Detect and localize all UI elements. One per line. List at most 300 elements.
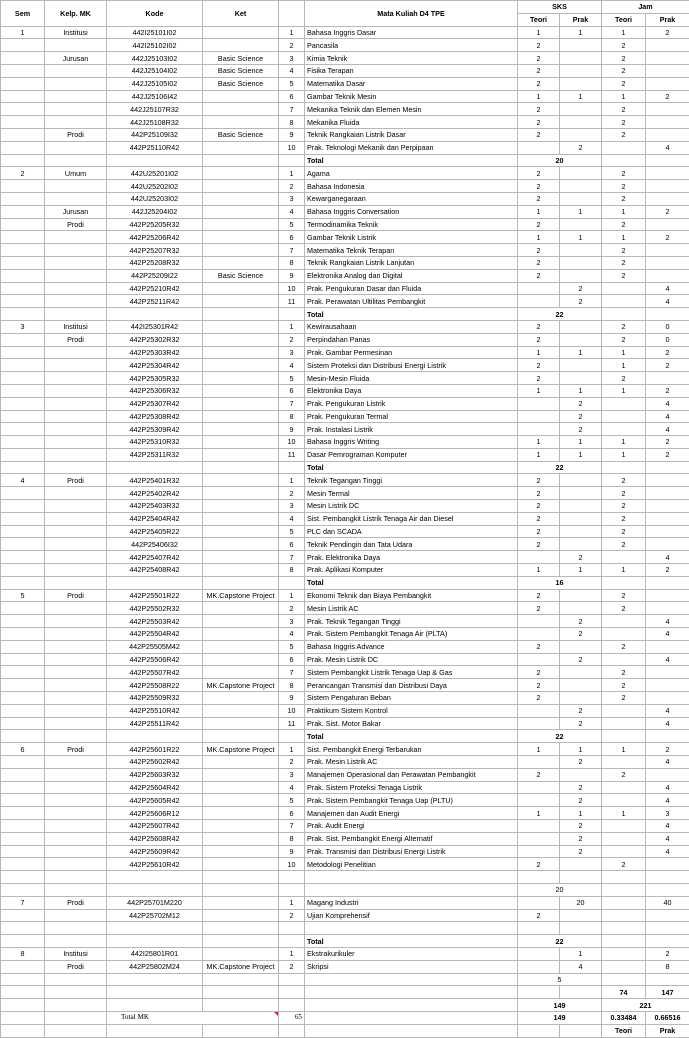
kelp-cell [45, 794, 107, 807]
sks-teori-cell: 2 [518, 692, 560, 705]
sks-teori-cell [518, 947, 560, 960]
empty-cell [203, 986, 279, 999]
sem-cell [1, 295, 45, 308]
kode-cell: 442P25507R42 [107, 666, 203, 679]
kode-cell: 442J25104I02 [107, 64, 203, 77]
jam-prak-cell: 0 [646, 333, 689, 346]
jam-teori-cell: 2 [602, 64, 646, 77]
empty-cell [1, 1011, 45, 1024]
table-row [1, 666, 689, 679]
kode-cell: 442P25605R42 [107, 794, 203, 807]
ratio-prak-label: Prak [646, 1024, 689, 1037]
kode-cell: 442P25310R32 [107, 436, 203, 449]
kelp-cell [45, 615, 107, 628]
matkul-cell: Elektronika Daya [305, 384, 518, 397]
kelp-cell [45, 858, 107, 871]
no-cell: 3 [279, 52, 305, 65]
sks-teori-cell: 2 [518, 602, 560, 615]
ket-cell [203, 666, 279, 679]
ket-cell [203, 768, 279, 781]
empty-cell [279, 1024, 305, 1037]
sem-cell [1, 39, 45, 52]
total-label: Total [305, 308, 518, 321]
sks-teori-cell: 2 [518, 640, 560, 653]
matkul-cell: Prak. Teknologi Mekanik dan Perpipaan [305, 141, 518, 154]
kode-cell: 442J25108R32 [107, 116, 203, 129]
matkul-cell: Agama [305, 167, 518, 180]
matkul-cell: Perpindahan Panas [305, 333, 518, 346]
sks-teori-cell: 2 [518, 500, 560, 513]
table-row [1, 372, 689, 385]
sem-cell: 6 [1, 743, 45, 756]
sks-prak-cell: 1 [560, 384, 602, 397]
ratio-prak: 0.66516 [646, 1011, 689, 1024]
jam-prak-cell: 4 [646, 832, 689, 845]
jam-teori-cell: 2 [602, 500, 646, 513]
jam-prak-cell: 4 [646, 820, 689, 833]
sks-prak-cell [560, 372, 602, 385]
kelp-cell [45, 551, 107, 564]
kelp-cell [45, 282, 107, 295]
jam-prak-cell [646, 666, 689, 679]
sks-prak-cell [560, 871, 602, 884]
ket-cell [203, 640, 279, 653]
kode-cell: 442P25401R32 [107, 474, 203, 487]
jam-prak-cell: 0 [646, 320, 689, 333]
sks-prak-cell: 2 [560, 282, 602, 295]
ket-cell [203, 858, 279, 871]
kode-cell: 442P25504R42 [107, 628, 203, 641]
kelp-cell [45, 436, 107, 449]
no-cell: 4 [279, 512, 305, 525]
kelp-cell [45, 704, 107, 717]
matkul-cell: Prak. Teknik Tegangan Tinggi [305, 615, 518, 628]
kelp-cell [45, 602, 107, 615]
jam-teori-cell: 2 [602, 666, 646, 679]
empty-cell [279, 308, 305, 321]
sem-cell [1, 845, 45, 858]
sks-prak-cell: 2 [560, 628, 602, 641]
table-row [1, 845, 689, 858]
kode-cell: 442P25802M24 [107, 960, 203, 973]
jam-prak-cell: 2 [646, 564, 689, 577]
matkul-cell: Mekanika Teknik dan Elemen Mesin [305, 103, 518, 116]
no-cell: 2 [279, 39, 305, 52]
kelp-cell [45, 717, 107, 730]
sem-cell [1, 423, 45, 436]
sks-prak-cell [560, 525, 602, 538]
empty-cell [107, 1024, 203, 1037]
sem-cell [1, 615, 45, 628]
empty-cell [203, 999, 279, 1012]
ket-cell [203, 372, 279, 385]
matkul-cell: Metodologi Penelitian [305, 858, 518, 871]
table-row [1, 269, 689, 282]
ket-cell [203, 487, 279, 500]
jam-teori-cell: 2 [602, 218, 646, 231]
ket-cell [203, 896, 279, 909]
sks-teori-cell: 2 [518, 525, 560, 538]
empty-cell [45, 935, 107, 948]
ket-cell [203, 295, 279, 308]
kode-cell: 442P25607R42 [107, 820, 203, 833]
jam-teori-cell [602, 781, 646, 794]
sem-cell [1, 64, 45, 77]
sks-teori-cell: 2 [518, 52, 560, 65]
jam-prak-cell: 2 [646, 743, 689, 756]
no-cell: 10 [279, 141, 305, 154]
empty-cell [560, 986, 602, 999]
sem-cell [1, 372, 45, 385]
table-row [1, 615, 689, 628]
sks-prak-cell: 2 [560, 756, 602, 769]
ket-cell: Basic Science [203, 52, 279, 65]
matkul-cell: Praktikum Sistem Kontrol [305, 704, 518, 717]
sem-cell [1, 871, 45, 884]
empty-cell [279, 935, 305, 948]
empty-cell [602, 154, 646, 167]
jam-teori-cell: 2 [602, 372, 646, 385]
jam-prak-cell: 2 [646, 436, 689, 449]
ket-cell [203, 628, 279, 641]
sks-teori-cell: 2 [518, 333, 560, 346]
sks-prak-cell [560, 679, 602, 692]
header-kelp: Kelp. MK [45, 1, 107, 27]
empty-cell [646, 883, 689, 896]
kode-cell: 442P25601R22 [107, 743, 203, 756]
matkul-cell: Kewarganegaraan [305, 192, 518, 205]
kode-cell: 442P25308R42 [107, 410, 203, 423]
kelp-cell: Prodi [45, 218, 107, 231]
no-cell: 6 [279, 807, 305, 820]
sks-prak-cell [560, 602, 602, 615]
matkul-cell: Perancangan Transmisi dan Distribusi Daya [305, 679, 518, 692]
kelp-cell [45, 359, 107, 372]
kode-cell: 442P25505M42 [107, 640, 203, 653]
sks-teori-cell: 1 [518, 436, 560, 449]
sem-cell [1, 768, 45, 781]
empty-cell [203, 730, 279, 743]
sem-cell [1, 692, 45, 705]
matkul-cell: Manajemen Operasional dan Perawatan Pembangkit [305, 768, 518, 781]
sks-teori-cell: 1 [518, 205, 560, 218]
kode-cell: 442P25608R42 [107, 832, 203, 845]
total-mk-sks: 149 [518, 1011, 602, 1024]
no-cell: 3 [279, 768, 305, 781]
kode-cell: 442I25301R42 [107, 320, 203, 333]
ket-cell [203, 320, 279, 333]
table-row [1, 333, 689, 346]
matkul-cell: Teknik Rangkaian Listrik Lanjutan [305, 256, 518, 269]
sks-prak-cell [560, 320, 602, 333]
matkul-cell: Bahasa Inggris Conversation [305, 205, 518, 218]
sks-teori-cell [518, 653, 560, 666]
sks-prak-cell [560, 269, 602, 282]
kode-cell: 442P25511R42 [107, 717, 203, 730]
sem-cell [1, 909, 45, 922]
no-cell: 6 [279, 231, 305, 244]
jam-teori-cell: 1 [602, 359, 646, 372]
jam-prak-cell: 2 [646, 346, 689, 359]
kode-cell: 442P25509R32 [107, 692, 203, 705]
ket-cell [203, 333, 279, 346]
kelp-cell [45, 666, 107, 679]
ket-cell [203, 448, 279, 461]
empty-cell [518, 986, 560, 999]
matkul-cell: Teknik Rangkaian Listrik Dasar [305, 128, 518, 141]
jam-teori-cell [602, 832, 646, 845]
kelp-cell [45, 410, 107, 423]
kode-cell: 442P25208R32 [107, 256, 203, 269]
sks-prak-cell [560, 858, 602, 871]
sks-prak-cell [560, 218, 602, 231]
matkul-cell: Mesin Listrik DC [305, 500, 518, 513]
no-cell: 5 [279, 794, 305, 807]
table-row [1, 410, 689, 423]
sks-prak-cell: 1 [560, 346, 602, 359]
kelp-cell [45, 922, 107, 935]
kelp-cell [45, 39, 107, 52]
sks-prak-cell [560, 500, 602, 513]
sem-cell [1, 359, 45, 372]
empty-cell [203, 1024, 279, 1037]
empty-cell [518, 1024, 560, 1037]
table-row [1, 820, 689, 833]
table-row [1, 308, 689, 321]
kelp-cell [45, 820, 107, 833]
kelp-cell: Umum [45, 167, 107, 180]
matkul-cell: Matematika Teknik Terapan [305, 244, 518, 257]
empty-cell [107, 935, 203, 948]
kode-cell: 442P25209I22 [107, 269, 203, 282]
jam-prak-cell [646, 64, 689, 77]
sem-cell [1, 205, 45, 218]
jam-teori-cell: 1 [602, 448, 646, 461]
empty-cell [279, 461, 305, 474]
matkul-cell: Ekonomi Teknik dan Biaya Pembangkit [305, 589, 518, 602]
empty-cell [1, 730, 45, 743]
jam-prak-cell [646, 922, 689, 935]
jam-prak-cell [646, 487, 689, 500]
empty-cell [45, 308, 107, 321]
table-row [1, 781, 689, 794]
empty-cell [1, 935, 45, 948]
table-row [1, 768, 689, 781]
empty-cell [279, 154, 305, 167]
kelp-cell [45, 832, 107, 845]
jam-prak-cell [646, 256, 689, 269]
table-row [1, 692, 689, 705]
empty-cell [646, 461, 689, 474]
table-row [1, 999, 689, 1012]
header-sks: SKS [518, 1, 602, 14]
sks-prak-cell [560, 512, 602, 525]
empty-cell [602, 730, 646, 743]
no-cell: 7 [279, 551, 305, 564]
sks-prak-cell: 2 [560, 832, 602, 845]
kode-cell [107, 871, 203, 884]
sem-cell [1, 679, 45, 692]
empty-cell [646, 730, 689, 743]
table-row [1, 743, 689, 756]
jam-teori-cell: 2 [602, 103, 646, 116]
sks-prak-cell [560, 39, 602, 52]
jam-teori-cell: 1 [602, 743, 646, 756]
ket-cell [203, 359, 279, 372]
sks-teori-cell: 1 [518, 90, 560, 103]
table-row [1, 474, 689, 487]
table-row [1, 538, 689, 551]
matkul-cell: Prak. Sistem Pembangkit Tenaga Air (PLTA) [305, 628, 518, 641]
sks-prak-cell [560, 487, 602, 500]
jam-prak-cell [646, 269, 689, 282]
matkul-cell: Prak. Instalasi Listrik [305, 423, 518, 436]
empty-cell [1, 461, 45, 474]
empty-cell [279, 986, 305, 999]
sks-prak-cell: 1 [560, 947, 602, 960]
ket-cell [203, 551, 279, 564]
no-cell: 9 [279, 423, 305, 436]
sem-cell [1, 756, 45, 769]
no-cell: 4 [279, 359, 305, 372]
jam-teori-cell [602, 653, 646, 666]
kelp-cell [45, 269, 107, 282]
jam-teori-cell: 2 [602, 512, 646, 525]
sem-cell [1, 500, 45, 513]
kelp-cell [45, 116, 107, 129]
no-cell: 8 [279, 410, 305, 423]
sks-teori-cell [518, 615, 560, 628]
jam-teori-cell: 2 [602, 333, 646, 346]
sks-prak-cell: 2 [560, 717, 602, 730]
table-row [1, 704, 689, 717]
kode-cell: 442P25701M220 [107, 896, 203, 909]
empty-cell [45, 973, 107, 986]
sks-teori-cell [518, 896, 560, 909]
jam-prak-cell [646, 858, 689, 871]
kelp-cell [45, 909, 107, 922]
empty-cell [1, 973, 45, 986]
jam-teori-cell [602, 282, 646, 295]
sks-prak-cell [560, 359, 602, 372]
table-row [1, 180, 689, 193]
kode-cell: 442U25201I02 [107, 167, 203, 180]
no-cell: 8 [279, 679, 305, 692]
jam-prak-cell: 2 [646, 205, 689, 218]
jam-teori-cell: 2 [602, 256, 646, 269]
jam-teori-cell [602, 947, 646, 960]
matkul-cell: Teknik Pendingin dan Tata Udara [305, 538, 518, 551]
table-row [1, 231, 689, 244]
sks-teori-cell: 2 [518, 538, 560, 551]
sks-teori-cell [518, 717, 560, 730]
ket-cell [203, 167, 279, 180]
kode-cell: 442P25506R42 [107, 653, 203, 666]
table-row [1, 935, 689, 948]
sks-teori-cell: 2 [518, 679, 560, 692]
jam-teori-cell: 2 [602, 692, 646, 705]
sem-cell [1, 794, 45, 807]
no-cell [279, 922, 305, 935]
matkul-cell: Termodinamika Teknik [305, 218, 518, 231]
ket-cell [203, 756, 279, 769]
sks-teori-cell [518, 282, 560, 295]
table-row [1, 359, 689, 372]
total-value: 22 [518, 935, 602, 948]
header-jam: Jam [602, 1, 689, 14]
jam-teori-cell [602, 922, 646, 935]
sum-value: 20 [518, 883, 602, 896]
empty-cell [203, 308, 279, 321]
jam-prak-cell [646, 52, 689, 65]
sem-cell [1, 666, 45, 679]
kode-cell: 442P25403R32 [107, 500, 203, 513]
table-row [1, 589, 689, 602]
kode-cell: 442U25202I02 [107, 180, 203, 193]
table-row [1, 487, 689, 500]
sks-teori-cell: 2 [518, 167, 560, 180]
jam-prak-cell: 4 [646, 794, 689, 807]
kelp-cell: Institusi [45, 26, 107, 39]
no-cell: 3 [279, 346, 305, 359]
total-value: 22 [518, 730, 602, 743]
sem-cell [1, 807, 45, 820]
kode-cell: 442P25406I32 [107, 538, 203, 551]
table-row [1, 679, 689, 692]
sem-cell [1, 717, 45, 730]
no-cell: 5 [279, 218, 305, 231]
sks-teori-cell [518, 628, 560, 641]
kelp-cell [45, 180, 107, 193]
jam-teori-cell [602, 871, 646, 884]
matkul-cell: Mesin Listrik AC [305, 602, 518, 615]
no-cell: 10 [279, 858, 305, 871]
jam-prak-cell [646, 77, 689, 90]
jam-prak-cell [646, 538, 689, 551]
table-row [1, 346, 689, 359]
empty-cell [45, 986, 107, 999]
kode-cell: 442P25702M12 [107, 909, 203, 922]
ket-cell: Basic Science [203, 128, 279, 141]
header-ket: Ket [203, 1, 279, 27]
ratio-teori: 0.33484 [602, 1011, 646, 1024]
no-cell: 4 [279, 205, 305, 218]
sem-cell [1, 128, 45, 141]
header-sem: Sem [1, 1, 45, 27]
kelp-cell [45, 845, 107, 858]
no-cell: 6 [279, 384, 305, 397]
ket-cell [203, 947, 279, 960]
sem-cell [1, 628, 45, 641]
table-row [1, 756, 689, 769]
sem-cell: 3 [1, 320, 45, 333]
kode-cell: 442P25508R22 [107, 679, 203, 692]
kode-cell: 442P25407R42 [107, 551, 203, 564]
sks-teori-cell: 2 [518, 666, 560, 679]
sks-teori-cell: 1 [518, 807, 560, 820]
empty-cell [279, 576, 305, 589]
total-label: Total [305, 935, 518, 948]
jam-teori-cell: 2 [602, 269, 646, 282]
matkul-cell: Dasar Pemrograman Komputer [305, 448, 518, 461]
empty-cell [107, 308, 203, 321]
table-row [1, 26, 689, 39]
ket-cell [203, 717, 279, 730]
jam-prak-cell [646, 500, 689, 513]
sem-cell [1, 90, 45, 103]
no-cell: 9 [279, 692, 305, 705]
sem-cell [1, 333, 45, 346]
